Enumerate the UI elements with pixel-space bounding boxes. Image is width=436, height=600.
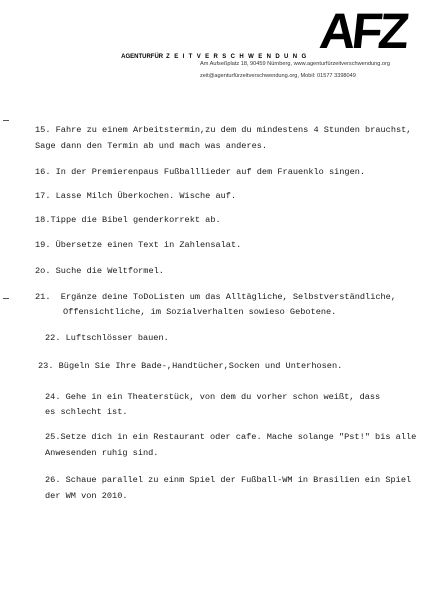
agency-name-prefix: AGENTURFÜR bbox=[121, 54, 164, 60]
item-18: 18.Tippe die Bibel genderkorrekt ab. bbox=[35, 215, 221, 225]
item-25-line-2: Anwesenden ruhig sind. bbox=[45, 448, 159, 458]
item-25-line-1: 25.Setze dich in ein Restaurant oder cafe. Mache solange "Pst!" bis alle bbox=[45, 432, 417, 442]
agency-logo: AFZ bbox=[317, 3, 409, 59]
item-22: 22. Luftschlösser bauen. bbox=[45, 333, 169, 343]
item-15-line-1: 15. Fahre zu einem Arbeitstermin,zu dem du mindestens 4 Stunden brauchst, bbox=[35, 125, 412, 135]
punch-mark bbox=[3, 298, 9, 299]
item-21-line-1: 21. Ergänze deine ToDoListen um das Alltägliche, Selbstverständliche, bbox=[35, 292, 396, 302]
punch-mark bbox=[3, 120, 9, 121]
item-24-line-1: 24. Gehe in ein Theaterstück, von dem du vorher schon weißt, dass bbox=[45, 392, 381, 402]
item-15-line-2: Sage dann den Termin ab und mach was anderes. bbox=[35, 141, 268, 151]
agency-contact: zeit@agenturfürzeitverschwendung.org, Mobil: 01577 3398049 bbox=[200, 73, 356, 79]
item-16: 16. In der Premierenpaus Fußballlieder auf dem Frauenklo singen. bbox=[35, 167, 366, 177]
item-20: 2o. Suche die Weltformel. bbox=[35, 266, 164, 276]
item-17: 17. Lasse Milch Überkochen. Wische auf. bbox=[35, 191, 237, 201]
item-24-line-2: es schlecht ist. bbox=[45, 407, 128, 417]
item-21-line-2: Offensichtliche, im Sozialverhalten sowieso Gebotene. bbox=[63, 307, 337, 317]
agency-name-suffix: ZEITVERSCHWENDUNG bbox=[166, 54, 311, 60]
item-23: 23. Bügeln Sie Ihre Bade-,Handtücher,Socken und Unterhosen. bbox=[38, 361, 343, 371]
item-26-line-2: der WM von 2010. bbox=[45, 491, 128, 501]
agency-name bbox=[118, 45, 311, 61]
agency-address: Am Aufseßplatz 18, 90459 Nürnberg, www.agenturfürzeitverschwendung.org bbox=[200, 61, 390, 67]
item-26-line-1: 26. Schaue parallel zu einm Spiel der Fußball-WM in Brasilien ein Spiel bbox=[45, 475, 412, 485]
item-19: 19. Übersetze einen Text in Zahlensalat. bbox=[35, 240, 242, 250]
